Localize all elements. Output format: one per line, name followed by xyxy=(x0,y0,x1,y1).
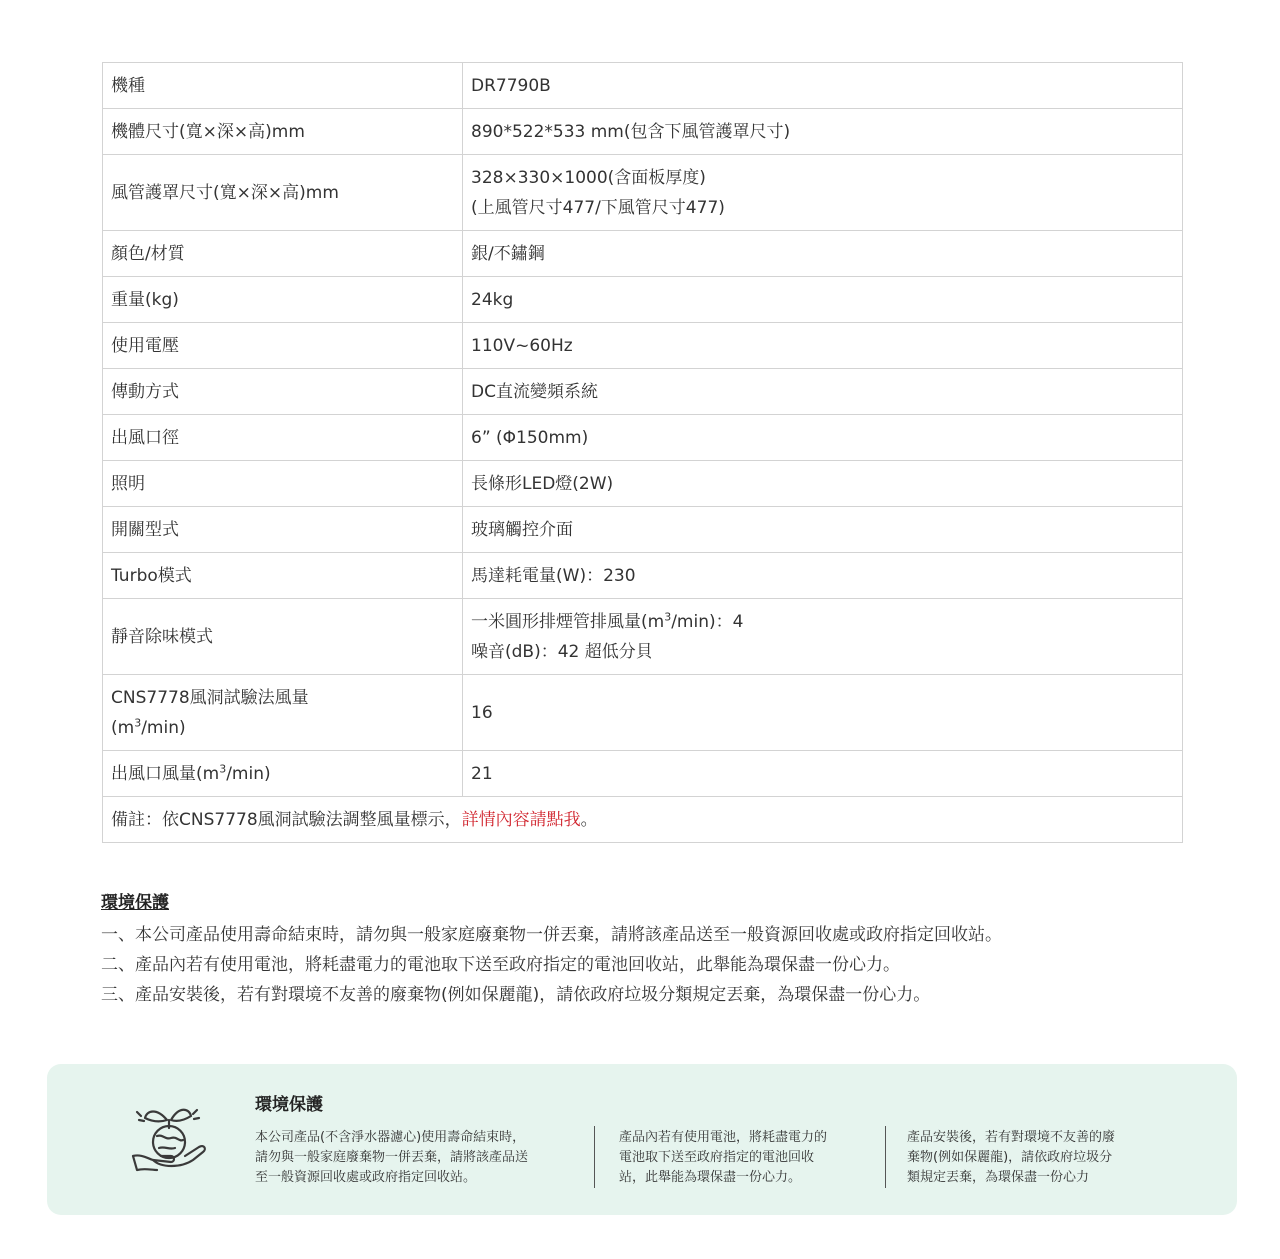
spec-value: 110V~60Hz xyxy=(463,323,1183,369)
table-row xyxy=(103,63,1183,109)
card-line: 棄物(例如保麗龍)，請依政府垃圾分 xyxy=(907,1150,1113,1165)
spec-value xyxy=(463,155,1183,231)
superscript: 3 xyxy=(219,761,227,775)
spec-label: 開關型式 xyxy=(103,507,463,553)
table-row xyxy=(103,599,1183,675)
spec-label: 機種 xyxy=(103,63,463,109)
spec-value: 長條形LED燈(2W) xyxy=(463,461,1183,507)
table-row xyxy=(103,109,1183,155)
superscript: 3 xyxy=(134,715,142,729)
table-row xyxy=(103,231,1183,277)
table-row xyxy=(103,155,1183,231)
spec-text: 一米圓形排煙管排風量(m xyxy=(471,611,665,632)
spec-value: 21 xyxy=(463,751,1183,797)
spec-table xyxy=(102,62,1183,843)
spec-label: 傳動方式 xyxy=(103,369,463,415)
spec-label-line xyxy=(111,713,454,743)
note-text: 。 xyxy=(580,809,598,830)
table-row xyxy=(103,323,1183,369)
table-row xyxy=(103,415,1183,461)
column-divider xyxy=(594,1126,595,1188)
spec-note xyxy=(103,797,1183,843)
spec-label xyxy=(103,675,463,751)
spec-value-line: 噪音(dB)：42 超低分貝 xyxy=(471,641,653,662)
card-column xyxy=(255,1128,585,1188)
table-row xyxy=(103,797,1183,843)
table-row xyxy=(103,675,1183,751)
spec-value: 馬達耗電量(W)：230 xyxy=(463,553,1183,599)
spec-value: 890*522*533 mm(包含下風管護罩尺寸) xyxy=(463,109,1183,155)
spec-label: 靜音除味模式 xyxy=(103,599,463,675)
spec-text: /min) xyxy=(141,717,186,738)
spec-value: 銀/不鏽鋼 xyxy=(463,231,1183,277)
card-line: 本公司產品(不含淨水器濾心)使用壽命結束時， xyxy=(255,1130,526,1145)
column-divider xyxy=(885,1126,886,1188)
spec-label: 使用電壓 xyxy=(103,323,463,369)
environment-line: 二、產品內若有使用電池，將耗盡電力的電池取下送至政府指定的電池回收站，此舉能為環保盡一份心力。 xyxy=(101,955,900,975)
spec-label: Turbo模式 xyxy=(103,553,463,599)
note-text: 備註：依CNS7778風洞試驗法調整風量標示， xyxy=(111,809,462,830)
spec-label: 出風口徑 xyxy=(103,415,463,461)
table-row xyxy=(103,507,1183,553)
spec-text: /min)：4 xyxy=(671,611,744,632)
environment-title: 環境保護 xyxy=(101,893,169,913)
card-line: 至一般資源回收處或政府指定回收站。 xyxy=(255,1170,477,1185)
hand-holding-plant-icon xyxy=(127,1094,211,1178)
card-line: 類規定丟棄，為環保盡一份心力 xyxy=(907,1170,1090,1185)
spec-label: 重量(kg) xyxy=(103,277,463,323)
spec-text: (m xyxy=(111,717,135,738)
table-row xyxy=(103,461,1183,507)
spec-value: 6” (Φ150mm) xyxy=(463,415,1183,461)
spec-value: 24kg xyxy=(463,277,1183,323)
environment-card xyxy=(47,1064,1237,1215)
spec-label xyxy=(103,751,463,797)
card-title: 環境保護 xyxy=(255,1095,323,1115)
spec-value-line: 328×330×1000(含面板厚度) xyxy=(471,167,706,188)
environment-line: 三、產品安裝後，若有對環境不友善的廢棄物(例如保麗龍)，請依政府垃圾分類規定丟棄，為環保盡一份心力。 xyxy=(101,985,931,1005)
table-row xyxy=(103,369,1183,415)
spec-value: 玻璃觸控介面 xyxy=(463,507,1183,553)
card-line: 產品內若有使用電池，將耗盡電力的 xyxy=(619,1130,828,1145)
card-line: 產品安裝後，若有對環境不友善的廢 xyxy=(907,1130,1116,1145)
spec-label-line: CNS7778風洞試驗法風量 xyxy=(111,687,309,708)
details-link[interactable]: 詳情內容請點我 xyxy=(461,809,581,830)
spec-value xyxy=(463,599,1183,675)
spec-value-line xyxy=(471,607,1174,637)
spec-text: 出風口風量(m xyxy=(111,763,220,784)
table-row xyxy=(103,751,1183,797)
card-column xyxy=(619,1128,869,1188)
spec-value: 16 xyxy=(463,675,1183,751)
spec-label: 機體尺寸(寬×深×高)mm xyxy=(103,109,463,155)
spec-label: 顏色/材質 xyxy=(103,231,463,277)
card-column xyxy=(907,1128,1167,1188)
table-row xyxy=(103,553,1183,599)
card-line: 站，此舉能為環保盡一份心力。 xyxy=(619,1170,802,1185)
environment-line: 一、本公司產品使用壽命結束時，請勿與一般家庭廢棄物一併丟棄，請將該產品送至一般資源回收處或政府指定回收站。 xyxy=(101,925,1002,945)
spec-value: DC直流變頻系統 xyxy=(463,369,1183,415)
superscript: 3 xyxy=(664,609,672,623)
spec-value-line: (上風管尺寸477/下風管尺寸477) xyxy=(471,197,725,218)
spec-value: DR7790B xyxy=(463,63,1183,109)
spec-label: 風管護罩尺寸(寬×深×高)mm xyxy=(103,155,463,231)
card-line: 電池取下送至政府指定的電池回收 xyxy=(619,1150,815,1165)
card-line: 請勿與一般家庭廢棄物一併丟棄，請將該產品送 xyxy=(255,1150,529,1165)
table-row xyxy=(103,277,1183,323)
spec-text: /min) xyxy=(226,763,271,784)
spec-label: 照明 xyxy=(103,461,463,507)
environment-section xyxy=(101,890,1201,1010)
